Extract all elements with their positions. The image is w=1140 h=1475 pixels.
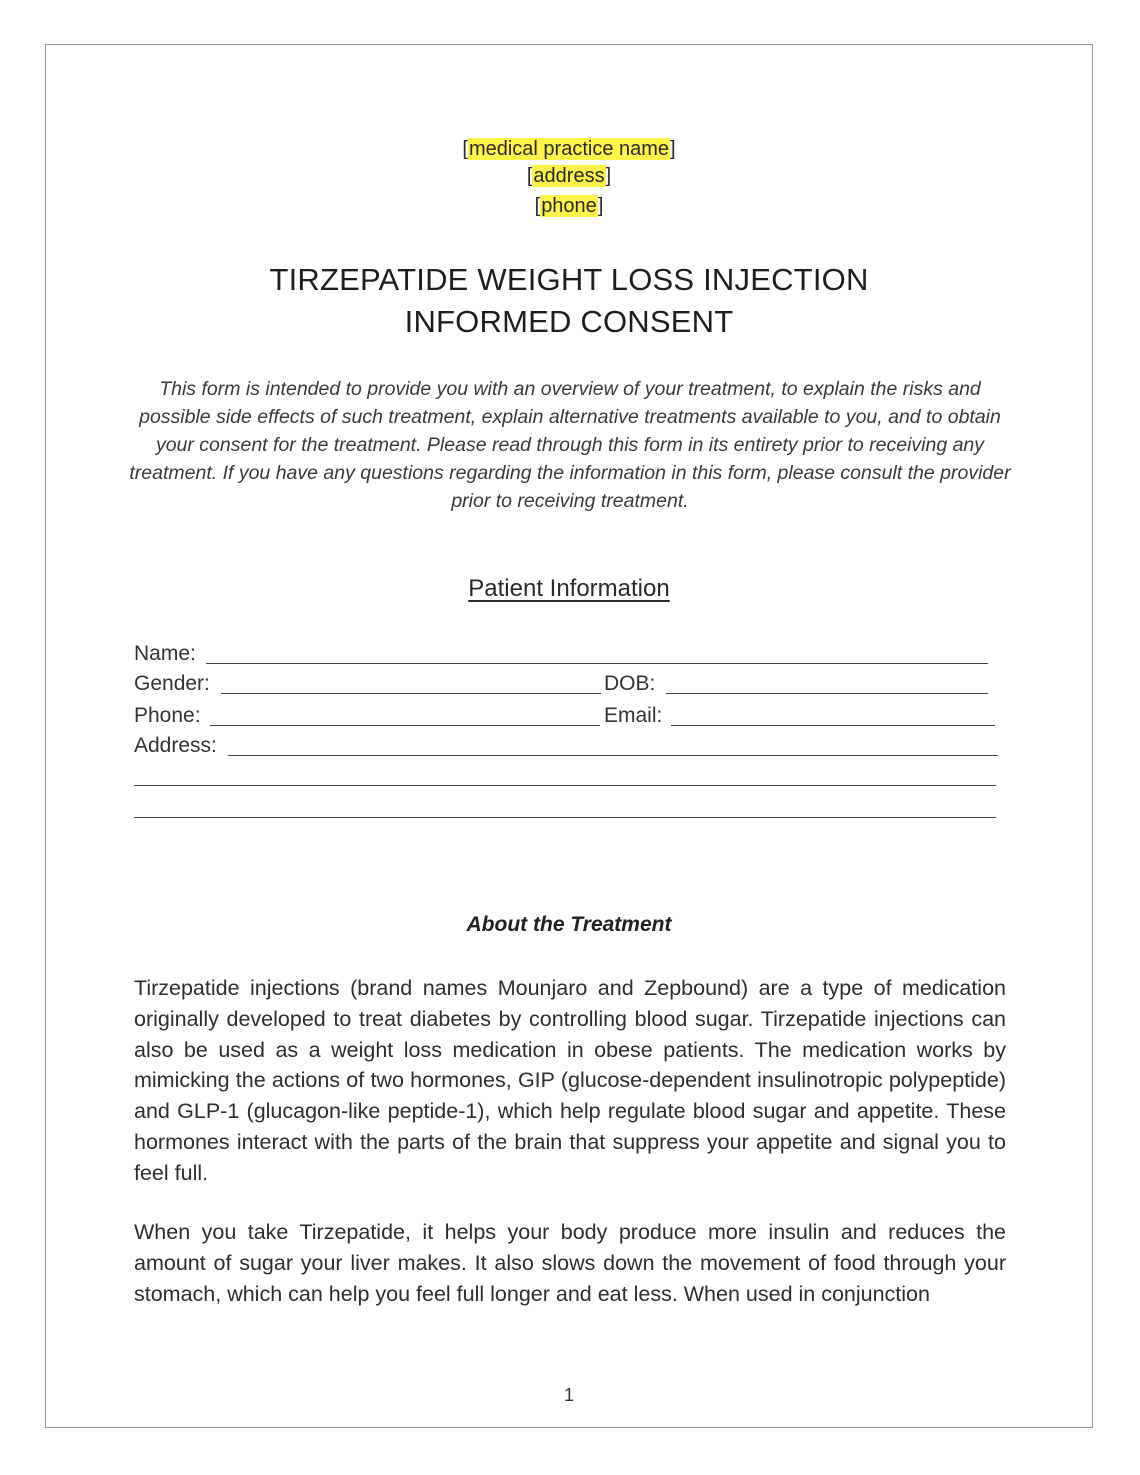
document-title <box>46 259 1092 343</box>
phone-placeholder: phone <box>541 195 597 217</box>
name-field[interactable] <box>206 663 988 664</box>
about-paragraph-2: When you take Tirzepatide, it helps your body produce more insulin and reduces the amount of sugar your liver makes. It also slows down the movement of food through your stomach, which can help you feel full longer and eat less. When used in conjunction <box>134 1220 1006 1306</box>
address-field-line-2[interactable] <box>134 785 996 786</box>
address-field-line-1[interactable] <box>228 755 998 756</box>
dob-label: DOB: <box>604 672 656 695</box>
patient-info-heading: Patient Information <box>468 575 670 602</box>
gender-label: Gender: <box>134 672 210 695</box>
address-label: Address: <box>134 734 217 757</box>
phone-label: Phone: <box>134 704 201 727</box>
page-number: 1 <box>563 1385 574 1405</box>
email-field[interactable] <box>671 725 995 726</box>
address-field-line-3[interactable] <box>134 817 996 818</box>
dob-field[interactable] <box>666 693 988 694</box>
address-line: [address] <box>526 165 612 187</box>
intro-paragraph: This form is intended to provide you with an overview of your treatment, to explain the risks and possible side effects of such treatment, explain alternative treatments available to you, and to obtain your consent for the treatment. Please read through this form in its entirety prior to receiving any treatment. If you have any questions regarding the information in this form, please consult the provider prior to receiving treatment. <box>129 378 1011 512</box>
practice-name-placeholder: medical practice name <box>468 138 670 160</box>
title-line-2: INFORMED CONSENT <box>404 304 734 339</box>
about-paragraph-1: Tirzepatide injections (brand names Mounjaro and Zepbound) are a type of medication originally developed to treat diabetes by controlling blood sugar. Tirzepatide injections can also be used as a weight loss medication in obese patients. The medication works by mimicking the actions of two hormones, GIP (glucose-dependent insulinotropic polypeptide) and GLP-1 (glucagon-like peptide-1), which help regulate blood sugar and appetite. These hormones interact with the parts of the brain that suppress your appetite and signal you to feel full. <box>134 976 1006 1185</box>
phone-field[interactable] <box>210 725 600 726</box>
practice-name-line: [medical practice name] <box>462 138 676 160</box>
phone-line: [phone] <box>534 195 604 217</box>
address-placeholder: address <box>533 165 605 187</box>
title-line-1: TIRZEPATIDE WEIGHT LOSS INJECTION <box>269 262 869 297</box>
about-treatment-heading: About the Treatment <box>466 913 672 936</box>
email-label: Email: <box>604 704 663 727</box>
document-page <box>45 44 1093 1428</box>
name-label: Name: <box>134 642 196 665</box>
gender-field[interactable] <box>221 693 601 694</box>
